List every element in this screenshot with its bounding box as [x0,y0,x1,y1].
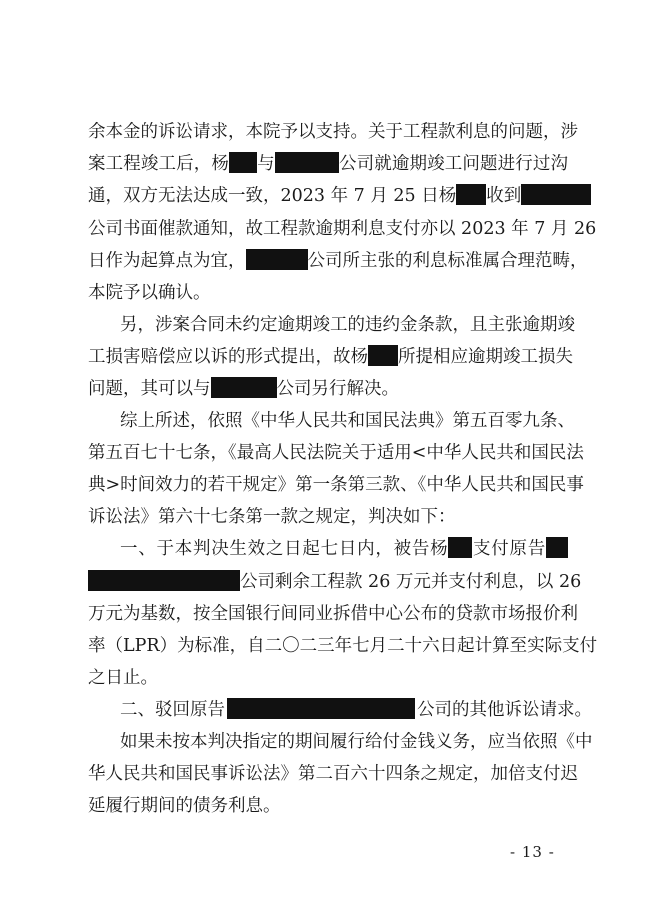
redaction [227,698,415,719]
text-line: 如果未按本判决指定的期间履行给付金钱义务，应当依照《中 [120,732,593,752]
text-line: 典>时间效力的若干规定》第一条第三款、《中华人民共和国民事 [88,475,584,495]
text-line: 综上所述，依照《中华人民共和国民法典》第五百零九条、 [120,411,575,431]
redaction [448,537,472,558]
text-line: 一、于本判决生效之日起七日内，被告杨 支付原告 [120,533,568,565]
redaction [246,249,308,270]
text-line: 诉讼法》第六十七条第一款之规定，判决如下： [88,507,456,527]
text-line: 率（LPR）为标准，自二〇二三年七月二十六日起计算至实际支付 [88,636,598,656]
redaction [546,537,568,558]
redaction [456,184,486,205]
text-line: 另，涉案合同未约定逾期竣工的违约金条款，且主张逾期竣 [120,315,575,335]
text-line: 余本金的诉讼请求，本院予以支持。关于工程款利息的问题，涉 [88,122,578,142]
text-line: 工损害赔偿应以诉的形式提出，故杨 所提相应逾期竣工损失 [88,347,573,367]
redaction [229,152,257,173]
redaction [275,152,339,173]
text-line: 问题，其可以与 公司另行解决。 [88,379,399,399]
text-line: 公司剩余工程款 26 万元并支付利息，以 26 [88,566,568,598]
text-line: 之日止。 [88,668,158,688]
text-line: 通，双方无法达成一致，2023 年 7 月 25 日杨 收到 [88,180,568,212]
page-number: - 13 - [510,843,555,861]
text-line: 日作为起算点为宜， 公司所主张的利息标准属合理范畴， [88,251,588,271]
text-line: 延履行期间的债务利息。 [88,796,281,816]
text-line: 二、驳回原告 公司的其他诉讼请求。 [120,700,592,720]
redaction [368,345,398,366]
text-line: 本院予以确认。 [88,283,211,303]
text-line: 公司书面催款通知，故工程款逾期利息支付亦以 2023 年 7 月 26 [88,219,597,239]
redaction [521,184,591,205]
redaction [88,570,240,591]
text-line: 华人民共和国民事诉讼法》第二百六十四条之规定，加倍支付迟 [88,764,578,784]
redaction [211,377,277,398]
text-line: 第五百七十七条，《最高人民法院关于适用<中华人民共和国民法 [88,443,584,463]
text-line: 案工程竣工后，杨 与 公司就逾期竣工问题进行过沟 [88,154,569,174]
text-line: 万元为基数，按全国银行间同业拆借中心公布的贷款市场报价利 [88,604,578,624]
